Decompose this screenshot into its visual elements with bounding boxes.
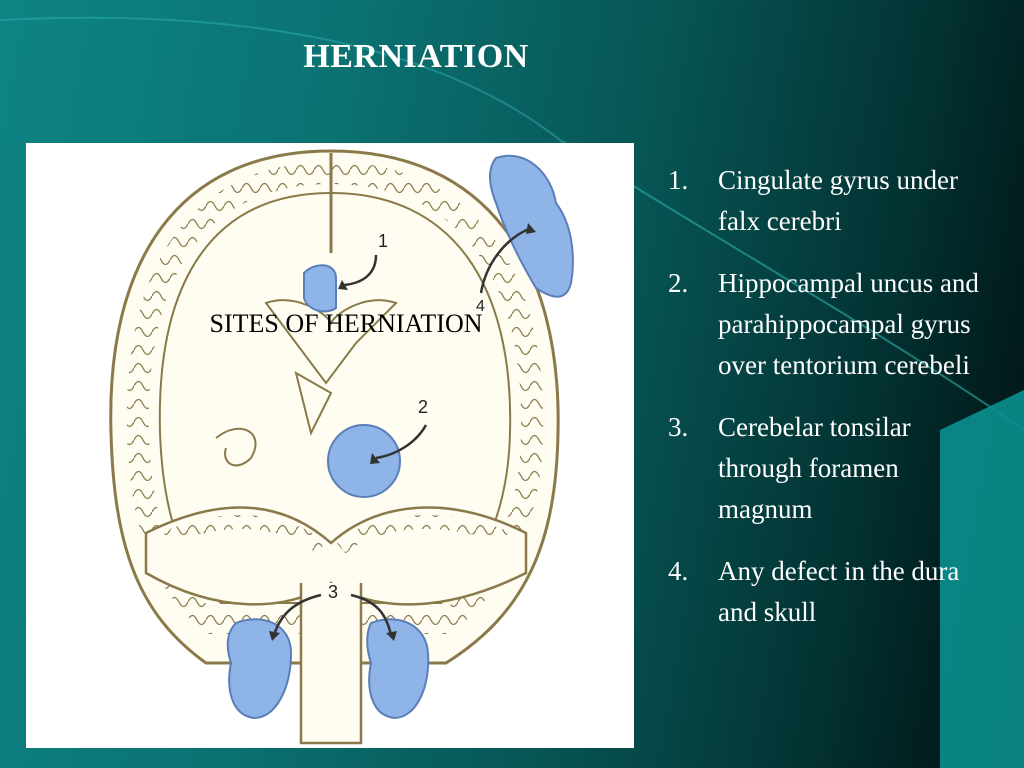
herniation-site-1 bbox=[304, 265, 336, 311]
list-text: Any defect in the dura and skull bbox=[718, 556, 960, 627]
herniation-diagram bbox=[26, 143, 634, 748]
list-number: 4. bbox=[668, 556, 689, 586]
marker-1: 1 bbox=[378, 231, 389, 251]
list-number: 2. bbox=[668, 268, 689, 298]
list-text: Cingulate gyrus under falx cerebri bbox=[718, 165, 958, 236]
list-text: Hippocampal uncus and parahippocampal gyrus over tentorium cerebeli bbox=[718, 268, 979, 380]
marker-4: 4 bbox=[476, 298, 485, 315]
marker-3: 3 bbox=[328, 582, 339, 602]
herniation-site-3-right bbox=[367, 619, 428, 718]
slide-title: HERNIATION bbox=[303, 38, 529, 75]
brainstem bbox=[301, 583, 361, 743]
list-item bbox=[656, 263, 986, 386]
list-number: 1. bbox=[668, 165, 689, 195]
list-number: 3. bbox=[668, 412, 689, 442]
figure-caption: SITES OF HERNIATION bbox=[209, 309, 483, 338]
herniation-types-list bbox=[656, 160, 986, 654]
list-text: Cerebelar tonsilar through foramen magnum bbox=[718, 412, 911, 524]
list-item bbox=[656, 551, 986, 633]
herniation-site-3-left bbox=[228, 619, 291, 718]
herniation-site-2 bbox=[328, 425, 400, 497]
list-item bbox=[656, 407, 986, 530]
list-item bbox=[656, 160, 986, 242]
marker-2: 2 bbox=[418, 397, 429, 417]
brain-illustration bbox=[26, 143, 634, 748]
